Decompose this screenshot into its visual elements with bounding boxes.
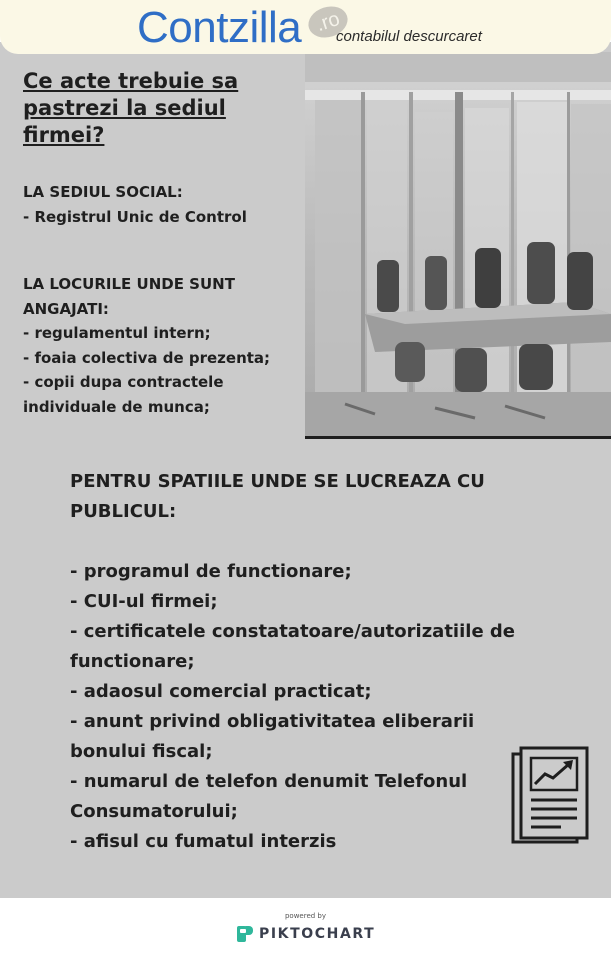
list-item: - copii dupa contractele individuale de munca; — [23, 373, 224, 416]
list-item: - certificatele constatatoare/autorizatiile de functionare; — [70, 621, 516, 672]
locuri-angajati-section — [23, 272, 308, 419]
list-item: - foaia colectiva de prezenta; — [23, 348, 271, 367]
list-item: - anunt privind obligativitatea eliberarii bonului fiscal; — [70, 711, 475, 762]
office-meeting-room-photo — [305, 52, 611, 436]
footer — [0, 898, 611, 960]
powered-by-label: powered by — [284, 912, 327, 920]
page-title: Ce acte trebuie sa pastrezi la sediul firmei? — [23, 69, 239, 147]
section-heading: LA LOCURILE UNDE SUNT ANGAJATI: — [23, 275, 235, 318]
list-item: - numarul de telefon denumit Telefonul Consumatorului; — [70, 771, 468, 822]
piktochart-icon — [236, 925, 254, 943]
list-item: - Registrul Unic de Control — [23, 207, 247, 226]
list-item: - afisul cu fumatul interzis — [70, 831, 337, 852]
header — [0, 0, 611, 54]
office-photo — [305, 52, 611, 439]
section-heading: PENTRU SPATIILE UNDE SE LUCREAZA CU PUBLICUL: — [70, 471, 485, 522]
tagline: contabilul descurcaret — [336, 28, 482, 45]
report-document-icon — [511, 746, 591, 846]
list-item: - CUI-ul firmei; — [70, 591, 218, 612]
piktochart-brand: PIKTOCHART — [259, 926, 376, 942]
list-item: - programul de functionare; — [70, 561, 352, 582]
list-item: - regulamentul intern; — [23, 324, 211, 342]
logo-suffix-badge: .ro — [304, 2, 351, 43]
logo-text: Contzilla — [137, 3, 302, 52]
section-heading: LA SEDIUL SOCIAL: — [23, 183, 183, 201]
spatii-public-section — [70, 467, 520, 857]
list-item: - adaosul comercial practicat; — [70, 681, 372, 702]
sediu-social-section — [23, 180, 308, 229]
